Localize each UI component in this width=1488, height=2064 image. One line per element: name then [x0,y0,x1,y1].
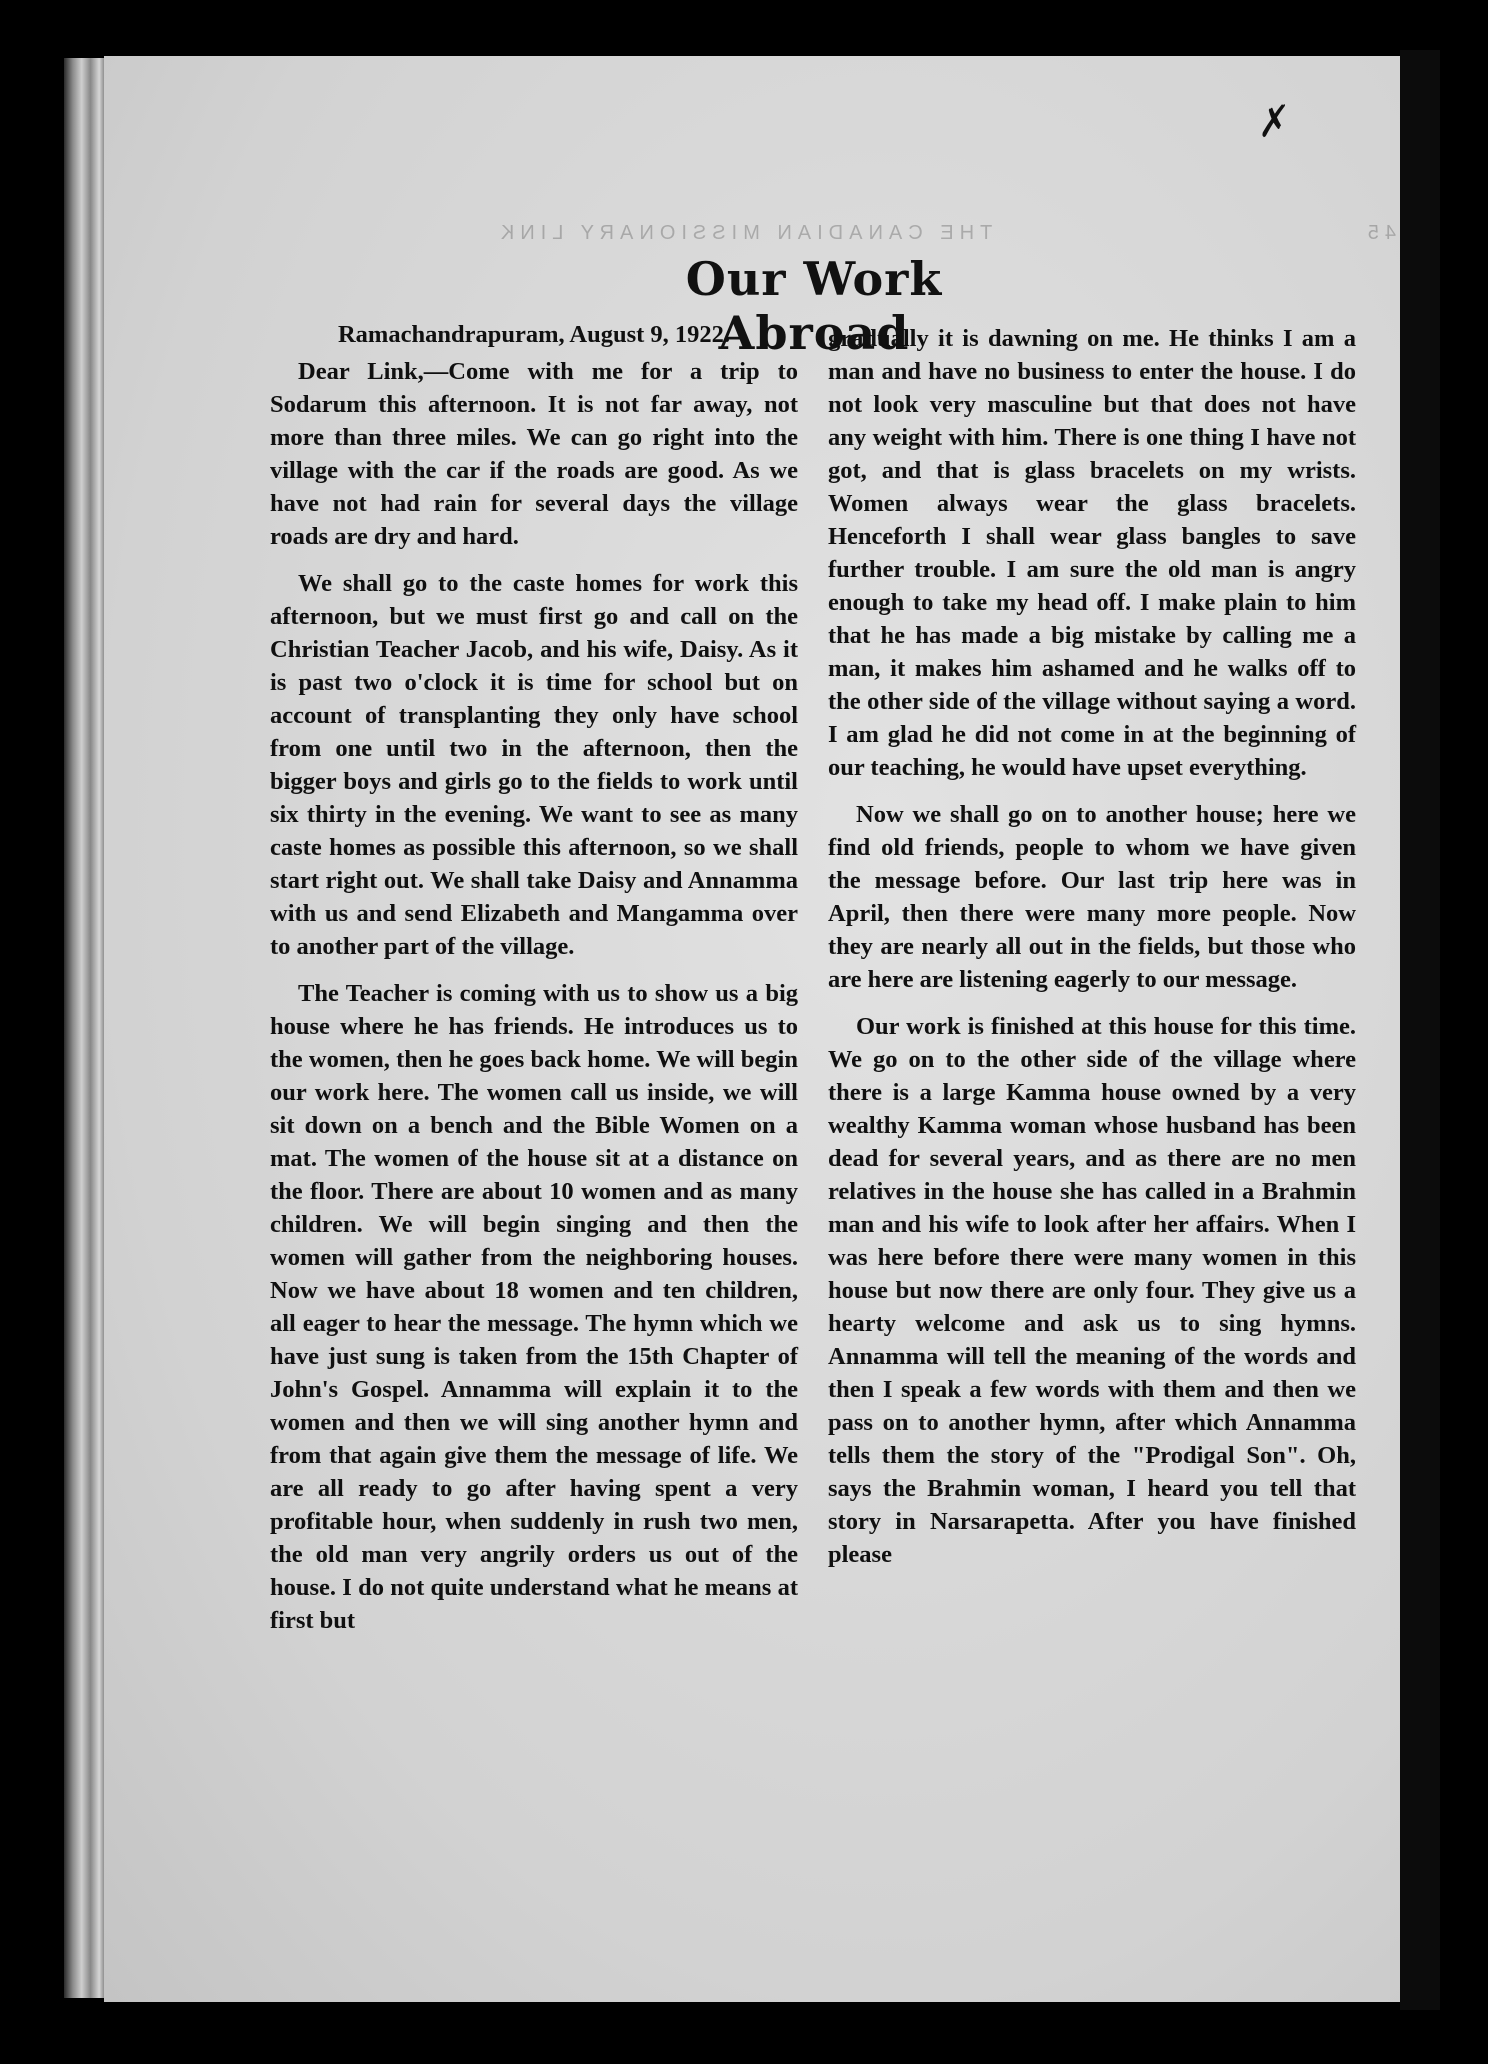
bleed-through-page-number: 45 [1361,222,1396,244]
paragraph: Our work is finished at this house for this time. We go on to the other side of the village where there is a large Kamma house owned by a very wealthy Kamma woman whose husband has been dead for several years, and as there are no men relatives in the house she has called in a Brahmin man and his wife to look after her affairs. When I was here before there were many women in this house but now there are only four. They give us a hearty welcome and ask us to sing hymns. Annamma will tell the meaning of the words and then I speak a few words with them and then we pass on to another hymn, after which Annamma tells them the story of the "Prodigal Son". Oh, says the Brahmin woman, I heard you tell that story in Narsarapetta. After you have finished please [828,1013,1356,1568]
bleed-through-title: THE CANADIAN MISSIONARY LINK [494,222,993,244]
book-binding [64,58,108,1998]
paragraph: The Teacher is coming with us to show us a big house where he has friends. He introduces us to the women, then he goes back home. We will begin our work here. The women call us inside, we will sit down on a bench and the Bible Women on a mat. The women of the house sit at a distance on the floor. There are about 10 women and as many children. We will begin singing and then the women will gather from the neighboring houses. Now we have about 18 women and ten children, all eager to hear the message. The hymn which we have just sung is taken from the 15th Chapter of John's Gospel. Annamma will explain it to the women and then we will sing another hymn and from that again give them the message of life. We are all ready to go after having spent a very profitable hour, when suddenly in rush two men, the old man very angrily orders us out of the house. I do not quite understand what he means at first but [270,980,798,1634]
left-column [270,318,798,1651]
paragraph: gradually it is dawning on me. He thinks I am a man and have no business to enter the house. I do not look very masculine but that does not have any weight with him. There is one thing I have not got, and that is glass bracelets on my wrists. Women always wear the glass bracelets. Henceforth I shall wear glass bangles to save further trouble. I am sure the old man is angry enough to take my head off. I make plain to him that he has made a big mistake by calling me a man, it makes him ashamed and he walks off to the other side of the village without saying a word. I am glad he did not come in at the beginning of our teaching, he would have upset everything. [828,325,1356,781]
section-heading: Our Work Abroad [685,252,943,360]
paragraph: Now we shall go on to another house; here we find old friends, people to whom we have given the message before. Our last trip here was in April, then there were many more people. Now they are nearly all out in the fields, but those who are here are listening eagerly to our message. [828,801,1356,993]
right-column [828,322,1356,1585]
pencil-mark-icon: ✗ [1251,99,1291,147]
paragraph: We shall go to the caste homes for work this afternoon, but we must first go and call on the Christian Teacher Jacob, and his wife, Daisy. As it is past two o'clock it is time for school but on account of transplanting they only have school from one until two in the afternoon, then the bigger boys and girls go to the fields to work until six thirty in the evening. We want to see as many caste homes as possible this afternoon, so we shall start right out. We shall take Daisy and Annamma with us and send Elizabeth and Mangamma over to another part of the village. [270,570,798,960]
dateline: Ramachandrapuram, August 9, 1922. [337,321,731,348]
facing-page-edge [1400,50,1440,2010]
paragraph: Dear Link,—Come with me for a trip to Sodarum this afternoon. It is not far away, not more than three miles. We can go right into the village with the car if the roads are good. As we have not had rain for several days the village roads are dry and hard. [270,358,798,550]
